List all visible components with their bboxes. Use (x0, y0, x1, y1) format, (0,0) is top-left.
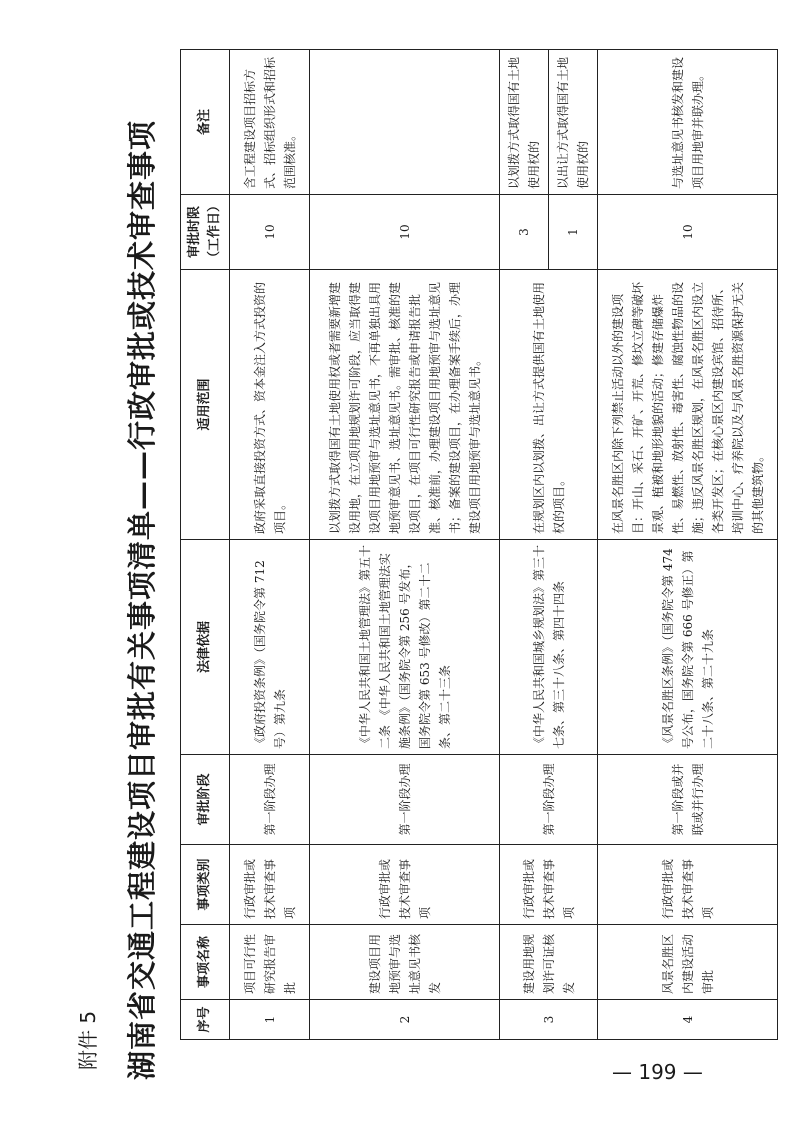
cell-time-limit: 1 (549, 195, 598, 270)
table-row (598, 50, 778, 1040)
cell-stage: 第一阶段办理 (500, 755, 598, 845)
cell-scope: 在规划区内以划拨、出让方式提供国有土地使用权的项目。 (500, 270, 598, 540)
cell-stage: 第一阶段或并联或并行办理 (598, 755, 778, 845)
cell-remark: 以划拨方式取得国有土地使用权的 (500, 50, 549, 195)
cell-law: 《中华人民共和国城乡规划法》第三十七条、第三十八条、第四十四条 (500, 540, 598, 755)
cell-seq: 4 (598, 1000, 778, 1040)
cell-category: 行政审批或技术审查事项 (310, 845, 500, 925)
header-scope: 适用范围 (181, 270, 230, 540)
approval-items-table (180, 49, 778, 1040)
cell-name: 建设用地规划许可证核发 (500, 925, 598, 1000)
table-container (180, 50, 765, 1040)
attachment-label: 附件 5 (76, 1010, 100, 1070)
cell-time-limit: 10 (310, 195, 500, 270)
cell-category: 行政审批或技术审查事项 (230, 845, 310, 925)
cell-stage: 第一阶段办理 (310, 755, 500, 845)
header-law: 法律依据 (181, 540, 230, 755)
table-row (500, 50, 549, 1040)
table-header-row (181, 50, 230, 1040)
page-number: — 199 — (612, 1060, 703, 1084)
cell-remark: 含工程建设项目招标方式、招标组织形式和招标范围核准。 (230, 50, 310, 195)
cell-law: 《风景名胜区条例》（国务院令第 474 号公布，国务院令第 666 号修正）第二十八条、第二十九条 (598, 540, 778, 755)
cell-name: 项目可行性研究报告审批 (230, 925, 310, 1000)
cell-seq: 2 (310, 1000, 500, 1040)
cell-category: 行政审批或技术审查事项 (598, 845, 778, 925)
table-row (310, 50, 500, 1040)
cell-law: 《政府投资条例》（国务院令第 712 号）第九条 (230, 540, 310, 755)
header-stage: 审批阶段 (181, 755, 230, 845)
cell-remark: 以出让方式取得国有土地使用权的 (549, 50, 598, 195)
table-row (230, 50, 310, 1040)
cell-scope: 在风景名胜区内除下列禁止活动以外的建设项目：开山、采石、开矿、开荒、修坟立碑等破坏景观、植被和地形地貌的活动；修建存储爆炸性、易燃性、放射性、毒害性、腐蚀性物品的设施；违反风景名胜区规划，在风景名胜区内设立各类开发区；在核心景区内建设宾馆、招待所、培训中心、疗养院以及与风景名胜资源保护无关的其他建筑物。 (598, 270, 778, 540)
cell-time-limit: 3 (500, 195, 549, 270)
cell-scope: 以划拨方式取得国有土地使用权或者需要新增建设用地，在立项用地规划许可阶段，应当取得建设项目用地预审与选址意见书，不再单独出具用地预审意见书、选址意见书。需审批、核准的建设项目，在项目可行性研究报告或申请报告批准、核准前，办理建设项目用地预审与选址意见书；备案的建设项目，在办理备案手续后，办理建设项目用地预审与选址意见书。 (310, 270, 500, 540)
page-title: 湖南省交通工程建设项目审批有关事项清单——行政审批或技术审查事项 (125, 119, 159, 1080)
header-category: 事项类别 (181, 845, 230, 925)
cell-law: 《中华人民共和国土地管理法》第五十二条 《中华人民共和国土地管理法实施条例》（国务院令第 256 号发布，国务院令第 653 号修改）第二十二条、第二十三条 (310, 540, 500, 755)
cell-stage: 第一阶段办理 (230, 755, 310, 845)
cell-seq: 1 (230, 1000, 310, 1040)
cell-time-limit: 10 (230, 195, 310, 270)
cell-seq: 3 (500, 1000, 598, 1040)
header-time-limit: 审批时限（工作日） (181, 195, 230, 270)
cell-category: 行政审批或技术审查事项 (500, 845, 598, 925)
cell-name: 风景名胜区内建设活动审批 (598, 925, 778, 1000)
header-name: 事项名称 (181, 925, 230, 1000)
cell-time-limit: 10 (598, 195, 778, 270)
cell-remark (310, 50, 500, 195)
header-seq: 序号 (181, 1000, 230, 1040)
cell-scope: 政府采取直接投资方式、资本金注入方式投资的项目。 (230, 270, 310, 540)
cell-remark: 与选址意见书核发和建设项目用地审并联办理。 (598, 50, 778, 195)
cell-name: 建设项目用地预审与选址意见书核发 (310, 925, 500, 1000)
header-remark: 备注 (181, 50, 230, 195)
